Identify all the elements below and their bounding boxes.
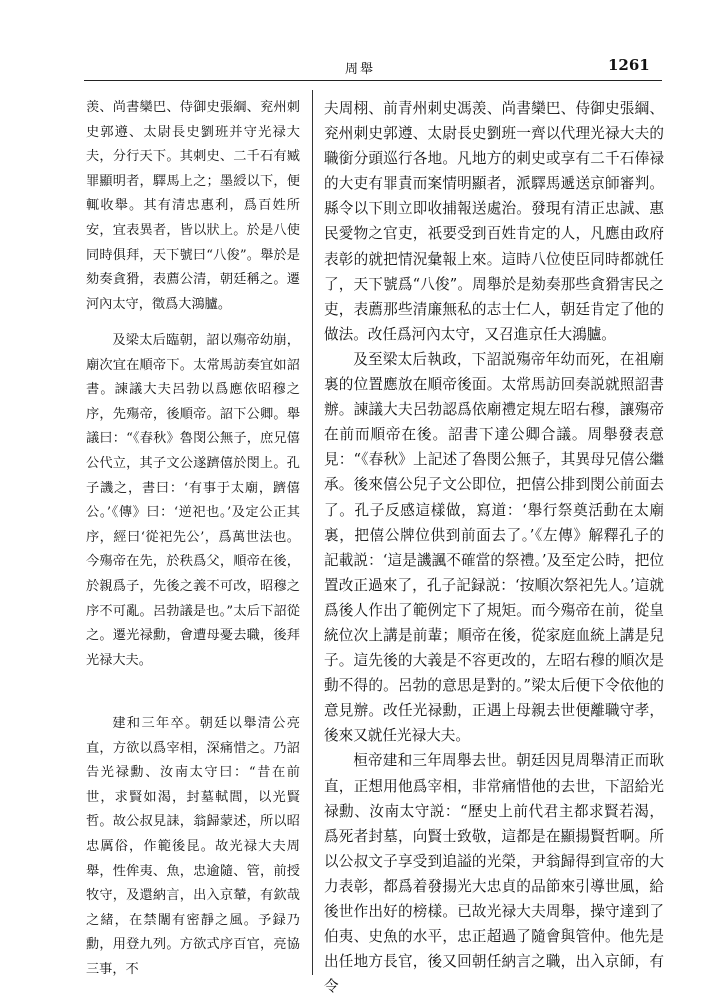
classical-paragraph-3: 建和三年卒。朝廷以舉清公亮直，方欲以爲宰相，深痛惜之。乃詔告光禄勳、汝南太守曰：“昔在前世，求賢如渴，封墓軾閭，以光賢哲。故公叔見誄，翁歸蒙述，所以昭忠厲俗，作範後昆。故光禄大夫周舉，性侔夷、魚，忠逾隨、管，前授牧守，及還納言，出入京輦，有欽哉之緒，在禁闈有密靜之風。予録乃勳，用登九列。方欲式序百官，亮協三事，不	[86, 716, 300, 977]
classical-text-column	[86, 96, 300, 317]
classical-paragraph-2: 及梁太后臨朝，詔以殤帝幼崩，廟次宜在順帝下。太常馬訪奏宜如詔書。諫議大夫呂勃以爲應依昭穆之序，先殤帝，後順帝。詔下公卿。舉議曰：“《春秋》魯閔公無子，庶兄僖公代立，其子文公遂躋僖於閔上。孔子譏之，書曰：‘有事于太廟，躋僖公。’《傳》曰：‘逆祀也。’及定公正其序，經曰‘從祀先公’，爲萬世法也。今殤帝在先，於秩爲父，順帝在後，於親爲子，先後之義不可改，昭穆之序不可亂。呂勃議是也。”太后下詔從之。遷光禄勳，會遭母憂去職，後拜光禄大夫。	[86, 333, 300, 668]
modern-paragraph-2: 及至梁太后執政，下詔説殤帝年幼而死，在祖廟裏的位置應放在順帝後面。太常馬訪回奏説就照詔書辦。諫議大夫呂勃認爲依廟禮定規左昭右穆，讓殤帝在前而順帝在後。詔書下達公卿合議。周舉發表意見：“《春秋》上記述了魯閔公無子，其異母兄僖公繼承。後來僖公兒子文公即位，把僖公排到閔公前面去了。孔子反感這樣做，寫道：‘舉行祭奠活動在太廟裏，把僖公牌位供到前面去了。’《左傳》解釋孔子的記載説：‘這是譏諷不確當的祭禮。’及至定公時，把位置改正過來了，孔子記録説：‘按順次祭祀先人。’這就爲後人作出了範例定下了規矩。而今殤帝在前，從皇統位次上講是前輩；順帝在後，從家庭血統上講是兒子。這先後的大義是不容更改的，左昭右穆的順次是動不得的。呂勃的意思是對的。”梁太后便下令依他的意見辦。改任光禄勳，正遇上母親去世便離職守孝，後來又就任光禄大夫。	[324, 350, 664, 745]
column-divider	[312, 90, 313, 975]
header-rule	[84, 80, 662, 81]
page-number: 1261	[608, 56, 650, 74]
classical-paragraph-1: 羡、尚書欒巴、侍御史張綱、兖州刺史郭遵、太尉長史劉班并守光禄大夫，分行天下。其刺史、二千石有臧罪顯明者，驛馬上之；墨綬以下，便輒收舉。其有清忠惠利，爲百姓所安，宜表異者，皆以狀上。於是八使同時俱拜，天下號曰“八俊”。舉於是劾奏貪猾，表薦公清，朝廷稱之。遷河內太守，徵爲大鴻臚。	[86, 100, 300, 312]
modern-paragraph-3: 桓帝建和三年周舉去世。朝廷因見周舉清正而耿直，正想用他爲宰相，非常痛惜他的去世，下詔給光禄勳、汝南太守説：“歷史上前代君主都求賢若渴，爲死者封墓，向賢士致敬，這都是在顯揚賢哲啊。所以公叔文子享受到追謚的光榮，尹翁歸得到宣帝的大力表彰，都爲着發揚光大忠貞的品節來引導世風，給後世作出好的榜樣。已故光禄大夫周舉，操守達到了伯夷、史魚的水平，忠正超過了隨會與管仲。他先是出任地方長官，後又回朝任納言之職，出入京師，有令	[324, 752, 664, 996]
modern-paragraph-1: 夫周栩、前青州刺史馮羡、尚書欒巴、侍御史張綱、兖州刺史郭遵、太尉長史劉班一齊以代理光禄大夫的職銜分頭巡行各地。凡地方的刺史或享有二千石俸禄的大吏有罪責而案情明顯者，派驛馬遞送京師審判。縣令以下則立即收捕報送處治。發現有清正忠誠、惠民愛物之官吏，祇要受到百姓肯定的人，凡應由政府表彰的就把情況彙報上來。這時八位使臣同時都就任了，天下號爲“八俊”。周舉於是劾奏那些貪猾害民之吏，表薦那些清廉無私的志士仁人，朝廷肯定了他的做法。改任爲河內太守，又召進京任大鴻臚。	[324, 100, 664, 343]
classical-text-column-2	[86, 329, 300, 673]
running-head-title: 周舉	[344, 62, 375, 77]
classical-text-column-3	[86, 712, 300, 983]
running-head	[0, 0, 716, 82]
modern-text-column	[324, 96, 664, 999]
